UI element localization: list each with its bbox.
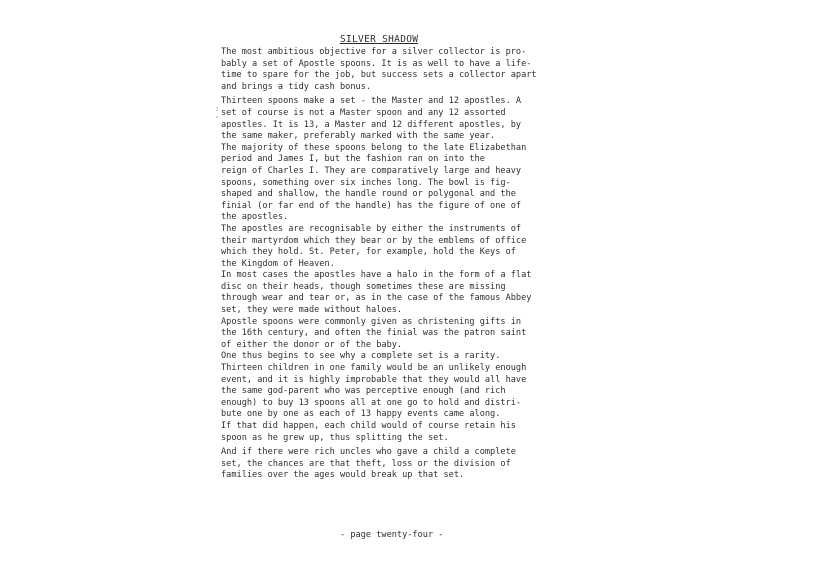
text-line: families over the ages would break up that set.: [221, 470, 465, 481]
text-line: the Kingdom of Heaven.: [221, 258, 335, 269]
text-line: Thirteen spoons make a set - the Master and 12 apostles. A: [221, 96, 522, 107]
paragraph: [221, 447, 621, 482]
text-line: the 16th century, and often the finial was the patron saint: [221, 328, 527, 339]
margin-mark: :: [215, 105, 220, 113]
text-line: through wear and tear or, as in the case of the famous Abbey: [221, 293, 532, 304]
text-line: The most ambitious objective for a silver collector is pro-: [221, 47, 527, 57]
text-line: spoons, something over six inches long. The bowl is fig-: [221, 177, 511, 188]
margin-marks: [215, 104, 219, 124]
text-line: event, and it is highly improbable that they would all have: [221, 374, 527, 385]
text-line: The apostles are recognisable by either the instruments of: [221, 223, 522, 234]
text-line: which they hold. St. Peter, for example, hold the Keys of: [221, 247, 516, 258]
text-line: disc on their heads, though sometimes these are missing: [221, 281, 506, 292]
text-line: their martyrdom which they bear or by the emblems of office: [221, 235, 527, 246]
text-line: set, the chances are that theft, loss or the division of: [221, 458, 511, 469]
text-line: One thus begins to see why a complete set is a rarity.: [221, 351, 501, 362]
body-text: [221, 47, 621, 482]
text-line: bute one by one as each of 13 happy events came along.: [221, 409, 501, 420]
paragraph: [221, 96, 621, 444]
text-line: of either the donor or of the baby.: [221, 339, 403, 350]
paragraph: [221, 47, 621, 93]
text-line: time to spare for the job, but success sets a collector apart: [221, 70, 537, 81]
text-line: In most cases the apostles have a halo in the form of a flat: [221, 270, 532, 281]
text-line: shaped and shallow, the handle round or polygonal and the: [221, 189, 516, 200]
margin-mark: ': [215, 115, 220, 123]
text-line: finial (or far end of the handle) has the figure of one of: [221, 200, 522, 211]
text-line: the same maker, preferably marked with the same year.: [221, 131, 496, 142]
text-line: The majority of these spoons belong to the late Elizabethan: [221, 142, 527, 153]
text-line: set of course is not a Master spoon and any 12 assorted: [221, 107, 506, 118]
page-number-footer: - page twenty-four -: [340, 530, 444, 540]
text-line: enough) to buy 13 spoons all at one go to hold and distri-: [221, 397, 522, 408]
text-line: If that did happen, each child would of course retain his: [221, 421, 516, 431]
text-line: And if there were rich uncles who gave a child a complete: [221, 447, 516, 458]
text-line: set, they were made without haloes.: [221, 305, 403, 316]
text-line: and brings a tidy cash bonus.: [221, 81, 372, 92]
text-line: the apostles.: [221, 212, 289, 223]
text-line: Apostle spoons were commonly given as christening gifts in: [221, 316, 522, 327]
text-line: the same god-parent who was perceptive enough (and rich: [221, 386, 506, 397]
text-line: reign of Charles I. They are comparatively large and heavy: [221, 165, 522, 176]
text-line: period and James I, but the fashion ran on into the: [221, 154, 485, 165]
text-line: spoon as he grew up, thus splitting the set.: [221, 432, 449, 443]
text-line: Thirteen children in one family would be an unlikely enough: [221, 363, 527, 374]
text-line: bably a set of Apostle spoons. It is as well to have a life-: [221, 58, 532, 69]
text-line: apostles. It is 13, a Master and 12 different apostles, by: [221, 119, 522, 130]
page-title: SILVER SHADOW: [340, 34, 419, 45]
